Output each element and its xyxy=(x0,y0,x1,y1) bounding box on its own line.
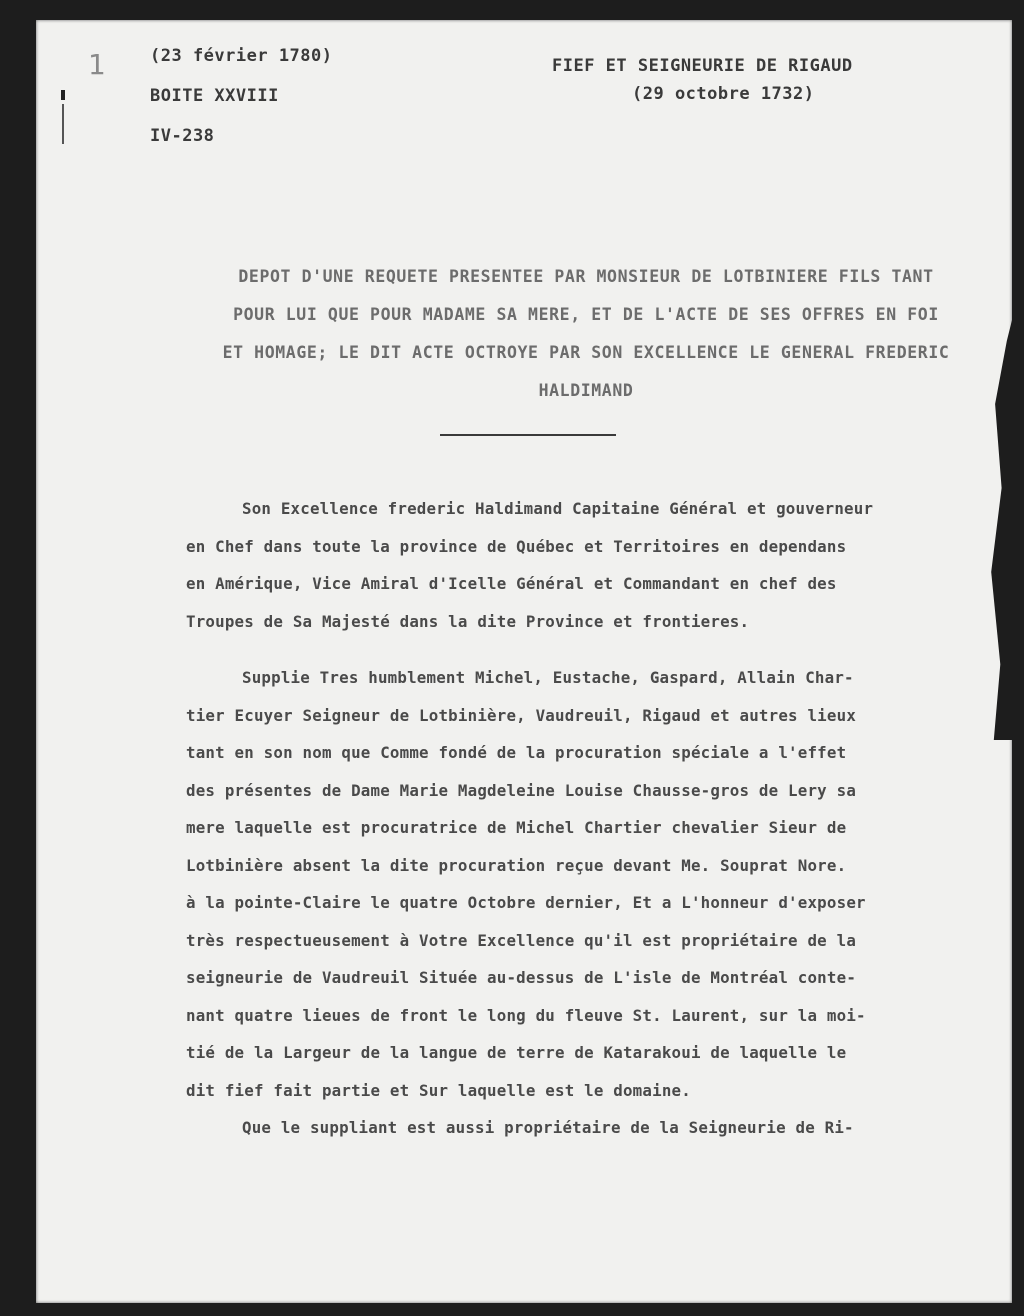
text-line: en Chef dans toute la province de Québec et Territoires en dependans xyxy=(186,536,847,556)
text-line: tier Ecuyer Seigneur de Lotbinière, Vaudreuil, Rigaud et autres lieux xyxy=(186,705,857,725)
text-line: Supplie Tres humblement Michel, Eustache, Gaspard, Allain Char- xyxy=(242,668,854,687)
title-underline xyxy=(440,434,616,436)
header-ref: IV-238 xyxy=(150,126,215,146)
text-line: très respectueusement à Votre Excellence qu'il est propriétaire de la xyxy=(186,930,857,950)
text-line: dit fief fait partie et Sur laquelle est le domaine. xyxy=(186,1080,691,1100)
binding-mark xyxy=(61,90,65,100)
paragraph-rigaud xyxy=(186,1109,996,1147)
text-line: tié de la Largeur de la langue de terre de Katarakoui de laquelle le xyxy=(186,1043,847,1062)
header-date: (23 février 1780) xyxy=(150,46,333,66)
binding-line xyxy=(62,104,64,144)
text-line: tant en son nom que Comme fondé de la procuration spéciale a l'effet xyxy=(186,743,847,762)
text-line: Que le suppliant est aussi propriétaire de la Seigneurie de Ri- xyxy=(242,1118,854,1137)
text-line: Son Excellence frederic Haldimand Capitaine Général et gouverneur xyxy=(242,499,874,518)
text-line: seigneurie de Vaudreuil Située au-dessus de L'isle de Montréal conte- xyxy=(186,968,857,987)
fief-date: (29 octobre 1732) xyxy=(632,84,815,104)
title-line: ET HOMAGE; LE DIT ACTE OCTROYE PAR SON EXCELLENCE LE GENERAL FREDERIC xyxy=(222,343,950,362)
header-box: BOITE XXVIII xyxy=(150,86,279,106)
text-line: mere laquelle est procuratrice de Michel Chartier chevalier Sieur de xyxy=(186,818,847,837)
text-line: des présentes de Dame Marie Magdeleine Louise Chausse-gros de Lery sa xyxy=(186,780,857,800)
text-line: nant quatre lieues de front le long du fleuve St. Laurent, sur la moi- xyxy=(186,1005,866,1025)
paragraph-petition xyxy=(186,659,996,1109)
margin-number: 1 xyxy=(88,48,106,81)
title-line: DEPOT D'UNE REQUETE PRESENTEE PAR MONSIEUR DE LOTBINIERE FILS TANT xyxy=(238,267,934,286)
paragraph-address xyxy=(186,490,996,640)
text-line: Troupes de Sa Majesté dans la dite Province et frontieres. xyxy=(186,611,750,631)
document-title xyxy=(186,258,986,410)
title-line: HALDIMAND xyxy=(538,381,634,400)
text-line: en Amérique, Vice Amiral d'Icelle Général et Commandant en chef des xyxy=(186,574,837,593)
text-line: à la pointe-Claire le quatre Octobre dernier, Et a L'honneur d'exposer xyxy=(186,893,866,912)
text-line: Lotbinière absent la dite procuration reçue devant Me. Souprat Nore. xyxy=(186,855,847,875)
title-line: POUR LUI QUE POUR MADAME SA MERE, ET DE L'ACTE DE SES OFFRES EN FOI xyxy=(233,305,939,324)
fief-title: FIEF ET SEIGNEURIE DE RIGAUD xyxy=(552,56,853,76)
document-body xyxy=(186,490,996,1147)
